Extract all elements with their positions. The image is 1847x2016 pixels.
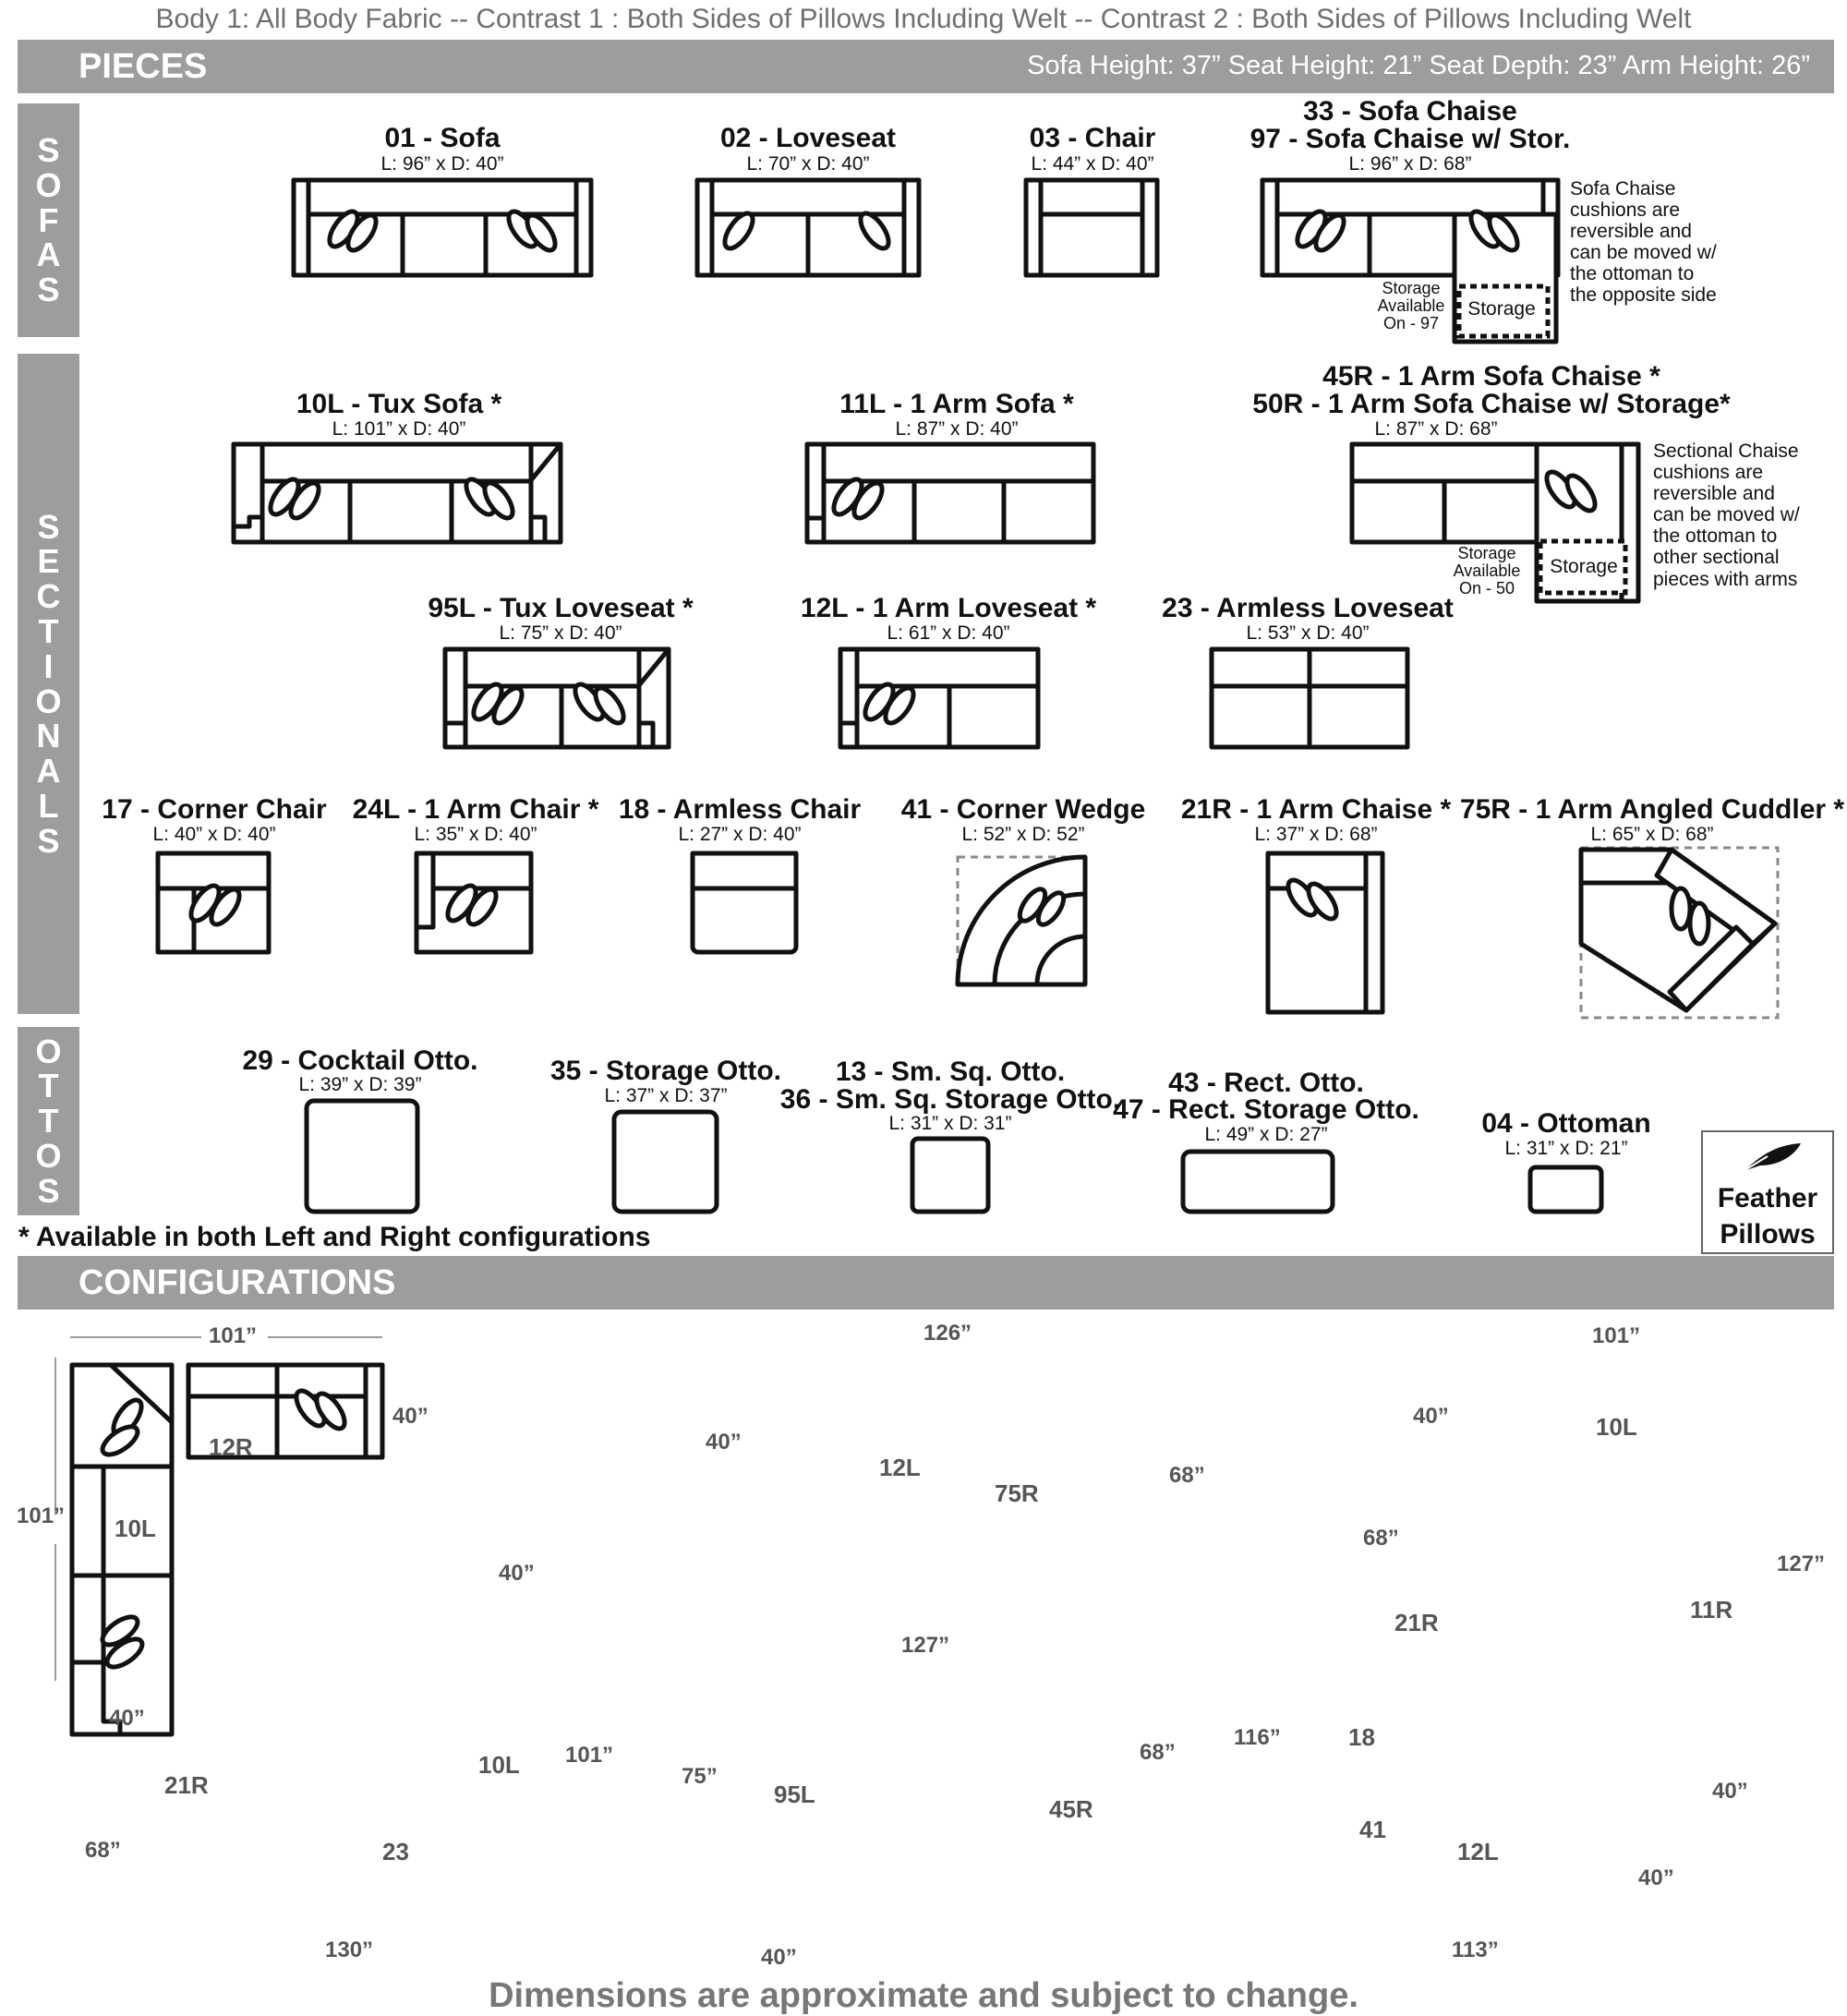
sofa-chaise-storage-title: 97 - Sofa Chaise w/ Stor.	[1249, 124, 1571, 154]
storage-otto-dim: L: 37” x D: 37”	[604, 1085, 728, 1106]
one-arm-sofa-title: 11L - 1 Arm Sofa *	[839, 389, 1074, 419]
c4-width: 130”	[325, 1938, 374, 1962]
angled-cuddler-dim: L: 65” x D: 68”	[1590, 824, 1714, 845]
armless-loveseat-drawing	[1212, 649, 1407, 747]
loveseat-drawing	[697, 180, 919, 275]
sofa-chaise-dim: L: 96” x D: 68”	[1348, 153, 1472, 175]
angled-cuddler-drawing	[1581, 848, 1778, 1018]
c6-top: 68”	[1363, 1526, 1399, 1551]
sofa-dim: L: 96” x D: 40”	[380, 153, 504, 175]
one-arm-chaise-dim: L: 37” x D: 68”	[1254, 824, 1378, 845]
c4-height: 101”	[565, 1743, 614, 1768]
sm-sq-otto-title: 13 - Sm. Sq. Otto.	[835, 1056, 1066, 1087]
availability-note: * Available in both Left and Right configurations	[18, 1222, 651, 1252]
config-1	[55, 1337, 382, 1734]
c6-width: 113”	[1452, 1938, 1499, 1962]
rect-otto-dim: L: 49” x D: 27”	[1204, 1124, 1328, 1145]
sofa-chaise-note: Sofa Chaise cushions are reversible and can be moved w/ the ottoman to the opposite side	[1570, 178, 1717, 307]
rect-otto-drawing	[1183, 1152, 1333, 1212]
c5-right: 68”	[1140, 1740, 1176, 1765]
c4-label-21r: 21R	[164, 1771, 209, 1799]
cocktail-otto-title: 29 - Cocktail Otto.	[242, 1045, 478, 1076]
one-arm-sofa-chaise-drawing	[1352, 444, 1638, 601]
c3-label-10l: 10L	[1596, 1413, 1637, 1441]
c1-label-10l: 10L	[115, 1515, 156, 1542]
sectional-chaise-note: Sectional Chaise cushions are reversible and can be moved w/ the ottoman to other sectional pieces with arms	[1653, 441, 1800, 590]
cocktail-otto-drawing	[307, 1101, 417, 1212]
c6-label-41: 41	[1359, 1816, 1386, 1843]
sm-sq-storage-otto-title: 36 - Sm. Sq. Storage Otto.	[779, 1084, 1121, 1115]
tux-loveseat-drawing	[445, 649, 669, 747]
configurations-bar	[18, 1256, 1834, 1310]
c2-right: 68”	[1169, 1463, 1205, 1488]
sofa-drawing	[294, 180, 591, 275]
tux-sofa-title: 10L - Tux Sofa *	[296, 389, 502, 419]
one-arm-sofa-chaise-title: 45R - 1 Arm Sofa Chaise *	[1322, 361, 1660, 392]
corner-wedge-dim: L: 52” x D: 52”	[961, 824, 1085, 845]
c6-left: 116”	[1234, 1725, 1281, 1750]
c6-label-18: 18	[1348, 1723, 1375, 1751]
side-label-sectionals: S E C T I O N A L S	[18, 354, 79, 1014]
c4-label-10l: 10L	[478, 1751, 520, 1779]
one-arm-chair-dim: L: 35” x D: 40”	[414, 824, 537, 845]
one-arm-loveseat-dim: L: 61” x D: 40”	[887, 622, 1010, 644]
chair-dim: L: 44” x D: 40”	[1031, 153, 1154, 175]
configurations-title: CONFIGURATIONS	[78, 1263, 396, 1302]
c3-width: 101”	[1592, 1323, 1641, 1348]
c1-left: 40”	[109, 1706, 145, 1731]
cocktail-otto-dim: L: 39” x D: 39”	[298, 1074, 422, 1095]
c1-label-12r: 12R	[209, 1433, 253, 1461]
chair-title: 03 - Chair	[1029, 123, 1156, 153]
loveseat-title: 02 - Loveseat	[719, 123, 897, 153]
armless-chair-drawing	[693, 853, 796, 952]
one-arm-loveseat-title: 12L - 1 Arm Loveseat *	[800, 593, 1097, 623]
c3-top-left: 40”	[1413, 1404, 1449, 1429]
pieces-title: PIECES	[78, 47, 208, 86]
sectional-chaise-storage-label: Storage	[1550, 556, 1618, 577]
one-arm-sofa-chaise-storage-title: 50R - 1 Arm Sofa Chaise w/ Storage*	[1252, 389, 1731, 419]
c2-label-75r: 75R	[995, 1479, 1039, 1507]
fabric-line: Body 1: All Body Fabric -- Contrast 1 : Both Sides of Pillows Including Welt -- Contrast 2 : Both Sides of Pillows Including Welt	[155, 4, 1692, 34]
armless-loveseat-dim: L: 53” x D: 40”	[1246, 622, 1370, 644]
loveseat-dim: L: 70” x D: 40”	[746, 153, 870, 175]
corner-chair-drawing	[158, 853, 269, 952]
storage-otto-title: 35 - Storage Otto.	[549, 1056, 782, 1086]
c5-width: 127”	[901, 1633, 950, 1658]
c6-label-12l: 12L	[1457, 1838, 1499, 1865]
one-arm-chair-drawing	[416, 853, 531, 952]
c2-width: 126”	[924, 1321, 972, 1346]
c1-depth: 40”	[392, 1404, 429, 1429]
one-arm-chaise-title: 21R - 1 Arm Chaise *	[1180, 794, 1452, 825]
corner-wedge-drawing	[958, 857, 1085, 984]
chair-drawing	[1026, 180, 1157, 275]
rect-storage-otto-title: 47 - Rect. Storage Otto.	[1113, 1094, 1419, 1125]
c2-left: 40”	[706, 1430, 742, 1455]
feather-line2: Pillows	[1720, 1219, 1816, 1249]
one-arm-sofa-chaise-dim: L: 87” x D: 68”	[1374, 418, 1498, 440]
rect-otto-title: 43 - Rect. Otto.	[1168, 1068, 1364, 1098]
c5-bottom: 40”	[761, 1945, 797, 1970]
c5-label-95l: 95L	[774, 1781, 815, 1808]
sm-sq-otto-drawing	[912, 1139, 988, 1212]
tux-loveseat-dim: L: 75” x D: 40”	[499, 622, 622, 644]
sofa-chaise-storage-label: Storage	[1467, 298, 1536, 320]
c3-bottom: 40”	[1712, 1779, 1748, 1804]
ottoman-dim: L: 31” x D: 21”	[1504, 1138, 1628, 1159]
corner-chair-dim: L: 40” x D: 40”	[152, 824, 276, 845]
side-label-ottos: O T T O S	[18, 1027, 79, 1215]
c5-label-45r: 45R	[1049, 1795, 1093, 1823]
c3-right: 127”	[1777, 1551, 1826, 1576]
c4-left: 68”	[85, 1838, 121, 1863]
one-arm-sofa-dim: L: 87” x D: 40”	[895, 418, 1019, 440]
c5-left: 75”	[682, 1764, 718, 1789]
c4-top: 40”	[499, 1561, 535, 1586]
sofa-title: 01 - Sofa	[384, 123, 501, 153]
corner-chair-title: 17 - Corner Chair	[102, 794, 327, 825]
tux-sofa-drawing	[234, 444, 561, 542]
sectional-chaise-storage-note: Storage Available On - 50	[1453, 544, 1521, 598]
tux-loveseat-title: 95L - Tux Loveseat *	[428, 593, 694, 623]
ottoman-title: 04 - Ottoman	[1481, 1108, 1651, 1139]
angled-cuddler-title: 75R - 1 Arm Angled Cuddler *	[1459, 794, 1845, 825]
c6-right: 40”	[1638, 1865, 1674, 1890]
storage-otto-drawing	[614, 1112, 717, 1212]
feather-line1: Feather	[1717, 1183, 1818, 1213]
one-arm-sofa-drawing	[807, 444, 1093, 542]
dimensions-line: Sofa Height: 37” Seat Height: 21” Seat Depth: 23” Arm Height: 26”	[1027, 51, 1810, 80]
c1-height: 101”	[17, 1503, 66, 1528]
armless-chair-dim: L: 27” x D: 40”	[678, 824, 802, 845]
c3-label-11r: 11R	[1690, 1596, 1733, 1624]
one-arm-chair-title: 24L - 1 Arm Chair *	[352, 794, 599, 825]
sofa-chaise-title: 33 - Sofa Chaise	[1303, 96, 1517, 127]
c6-label-21r: 21R	[1394, 1609, 1439, 1636]
one-arm-loveseat-drawing	[840, 649, 1038, 747]
corner-wedge-title: 41 - Corner Wedge	[900, 794, 1146, 825]
sm-sq-otto-dim: L: 31” x D: 31”	[888, 1113, 1012, 1134]
armless-loveseat-title: 23 - Armless Loveseat	[1162, 593, 1454, 623]
ottoman-drawing	[1530, 1167, 1601, 1212]
armless-chair-title: 18 - Armless Chair	[618, 794, 862, 825]
tux-sofa-dim: L: 101” x D: 40”	[332, 418, 466, 440]
footer-disclaimer: Dimensions are approximate and subject to change.	[489, 1976, 1358, 2015]
sofa-chaise-storage-note: Storage Available On - 97	[1377, 279, 1445, 332]
c1-width: 101”	[209, 1323, 258, 1348]
c2-label-12l: 12L	[879, 1454, 921, 1481]
c4-label-23: 23	[382, 1838, 409, 1865]
one-arm-chaise-drawing	[1268, 853, 1382, 1012]
side-label-sofas: S O F A S	[18, 103, 79, 337]
